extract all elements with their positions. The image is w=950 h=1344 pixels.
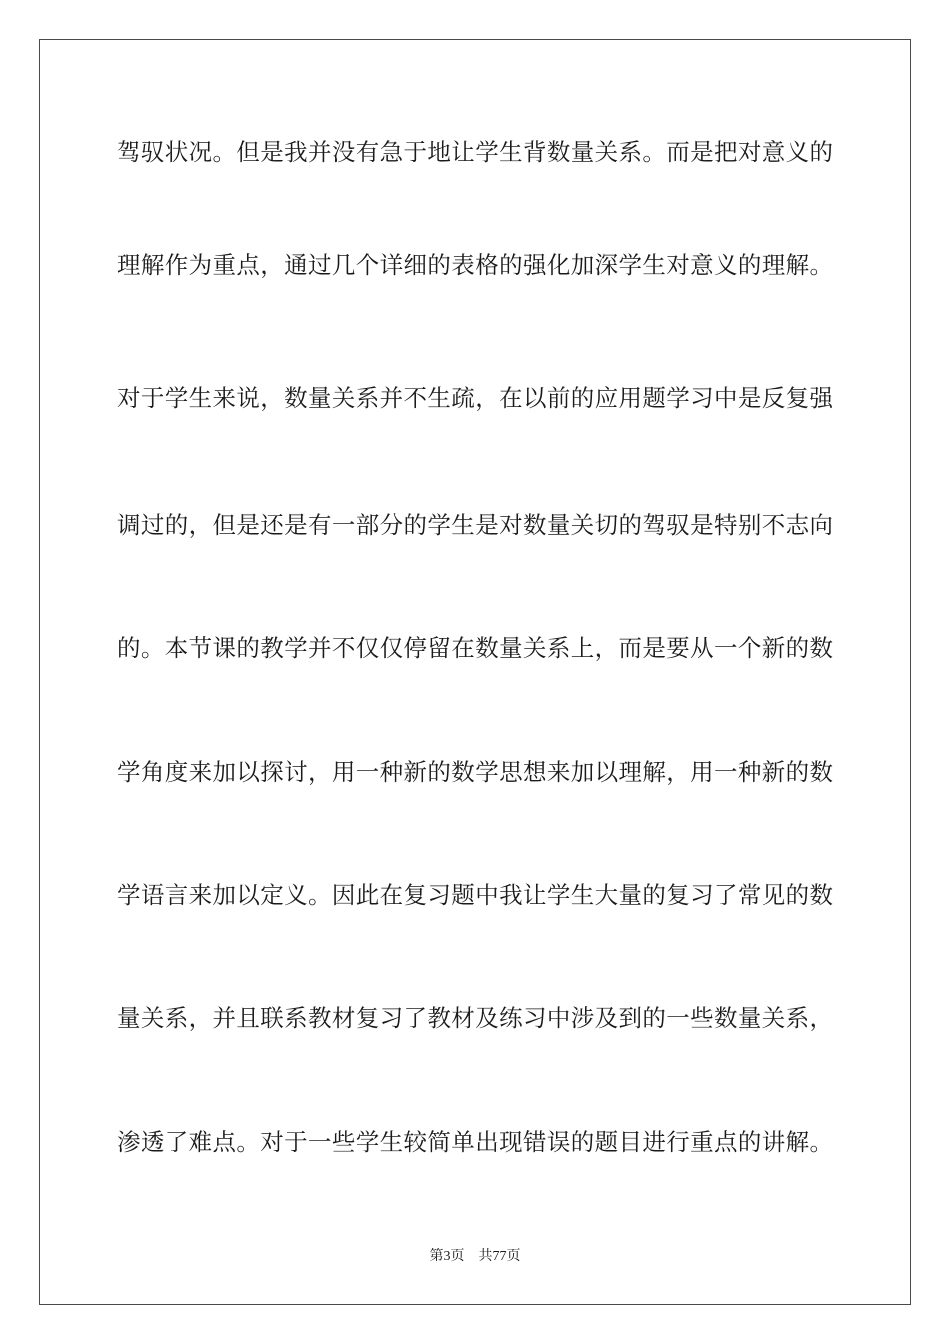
paragraph-line: 调过的，但是还是有一部分的学生是对数量关切的驾驭是特别不志向 xyxy=(117,511,833,539)
page-number: 第3页 xyxy=(429,1249,465,1264)
paragraph-line: 渗透了难点。对于一些学生较简单出现错误的题目进行重点的讲解。 xyxy=(117,1128,833,1156)
paragraph-line: 量关系，并且联系教材复习了教材及练习中涉及到的一些数量关系， xyxy=(117,1004,833,1032)
paragraph-line: 理解作为重点，通过几个详细的表格的强化加深学生对意义的理解。 xyxy=(117,251,833,279)
paragraph-line: 学语言来加以定义。因此在复习题中我让学生大量的复习了常见的数 xyxy=(117,881,833,909)
page-footer xyxy=(0,1245,950,1265)
paragraph-line: 驾驭状况。但是我并没有急于地让学生背数量关系。而是把对意义的 xyxy=(117,138,833,166)
paragraph-line: 的。本节课的教学并不仅仅停留在数量关系上，而是要从一个新的数 xyxy=(117,634,833,662)
page-total: 共77页 xyxy=(478,1249,521,1264)
paragraph-line: 对于学生来说，数量关系并不生疏，在以前的应用题学习中是反复强 xyxy=(117,384,833,412)
paragraph-line: 学角度来加以探讨，用一种新的数学思想来加以理解，用一种新的数 xyxy=(117,758,833,786)
page-border xyxy=(39,39,911,1305)
